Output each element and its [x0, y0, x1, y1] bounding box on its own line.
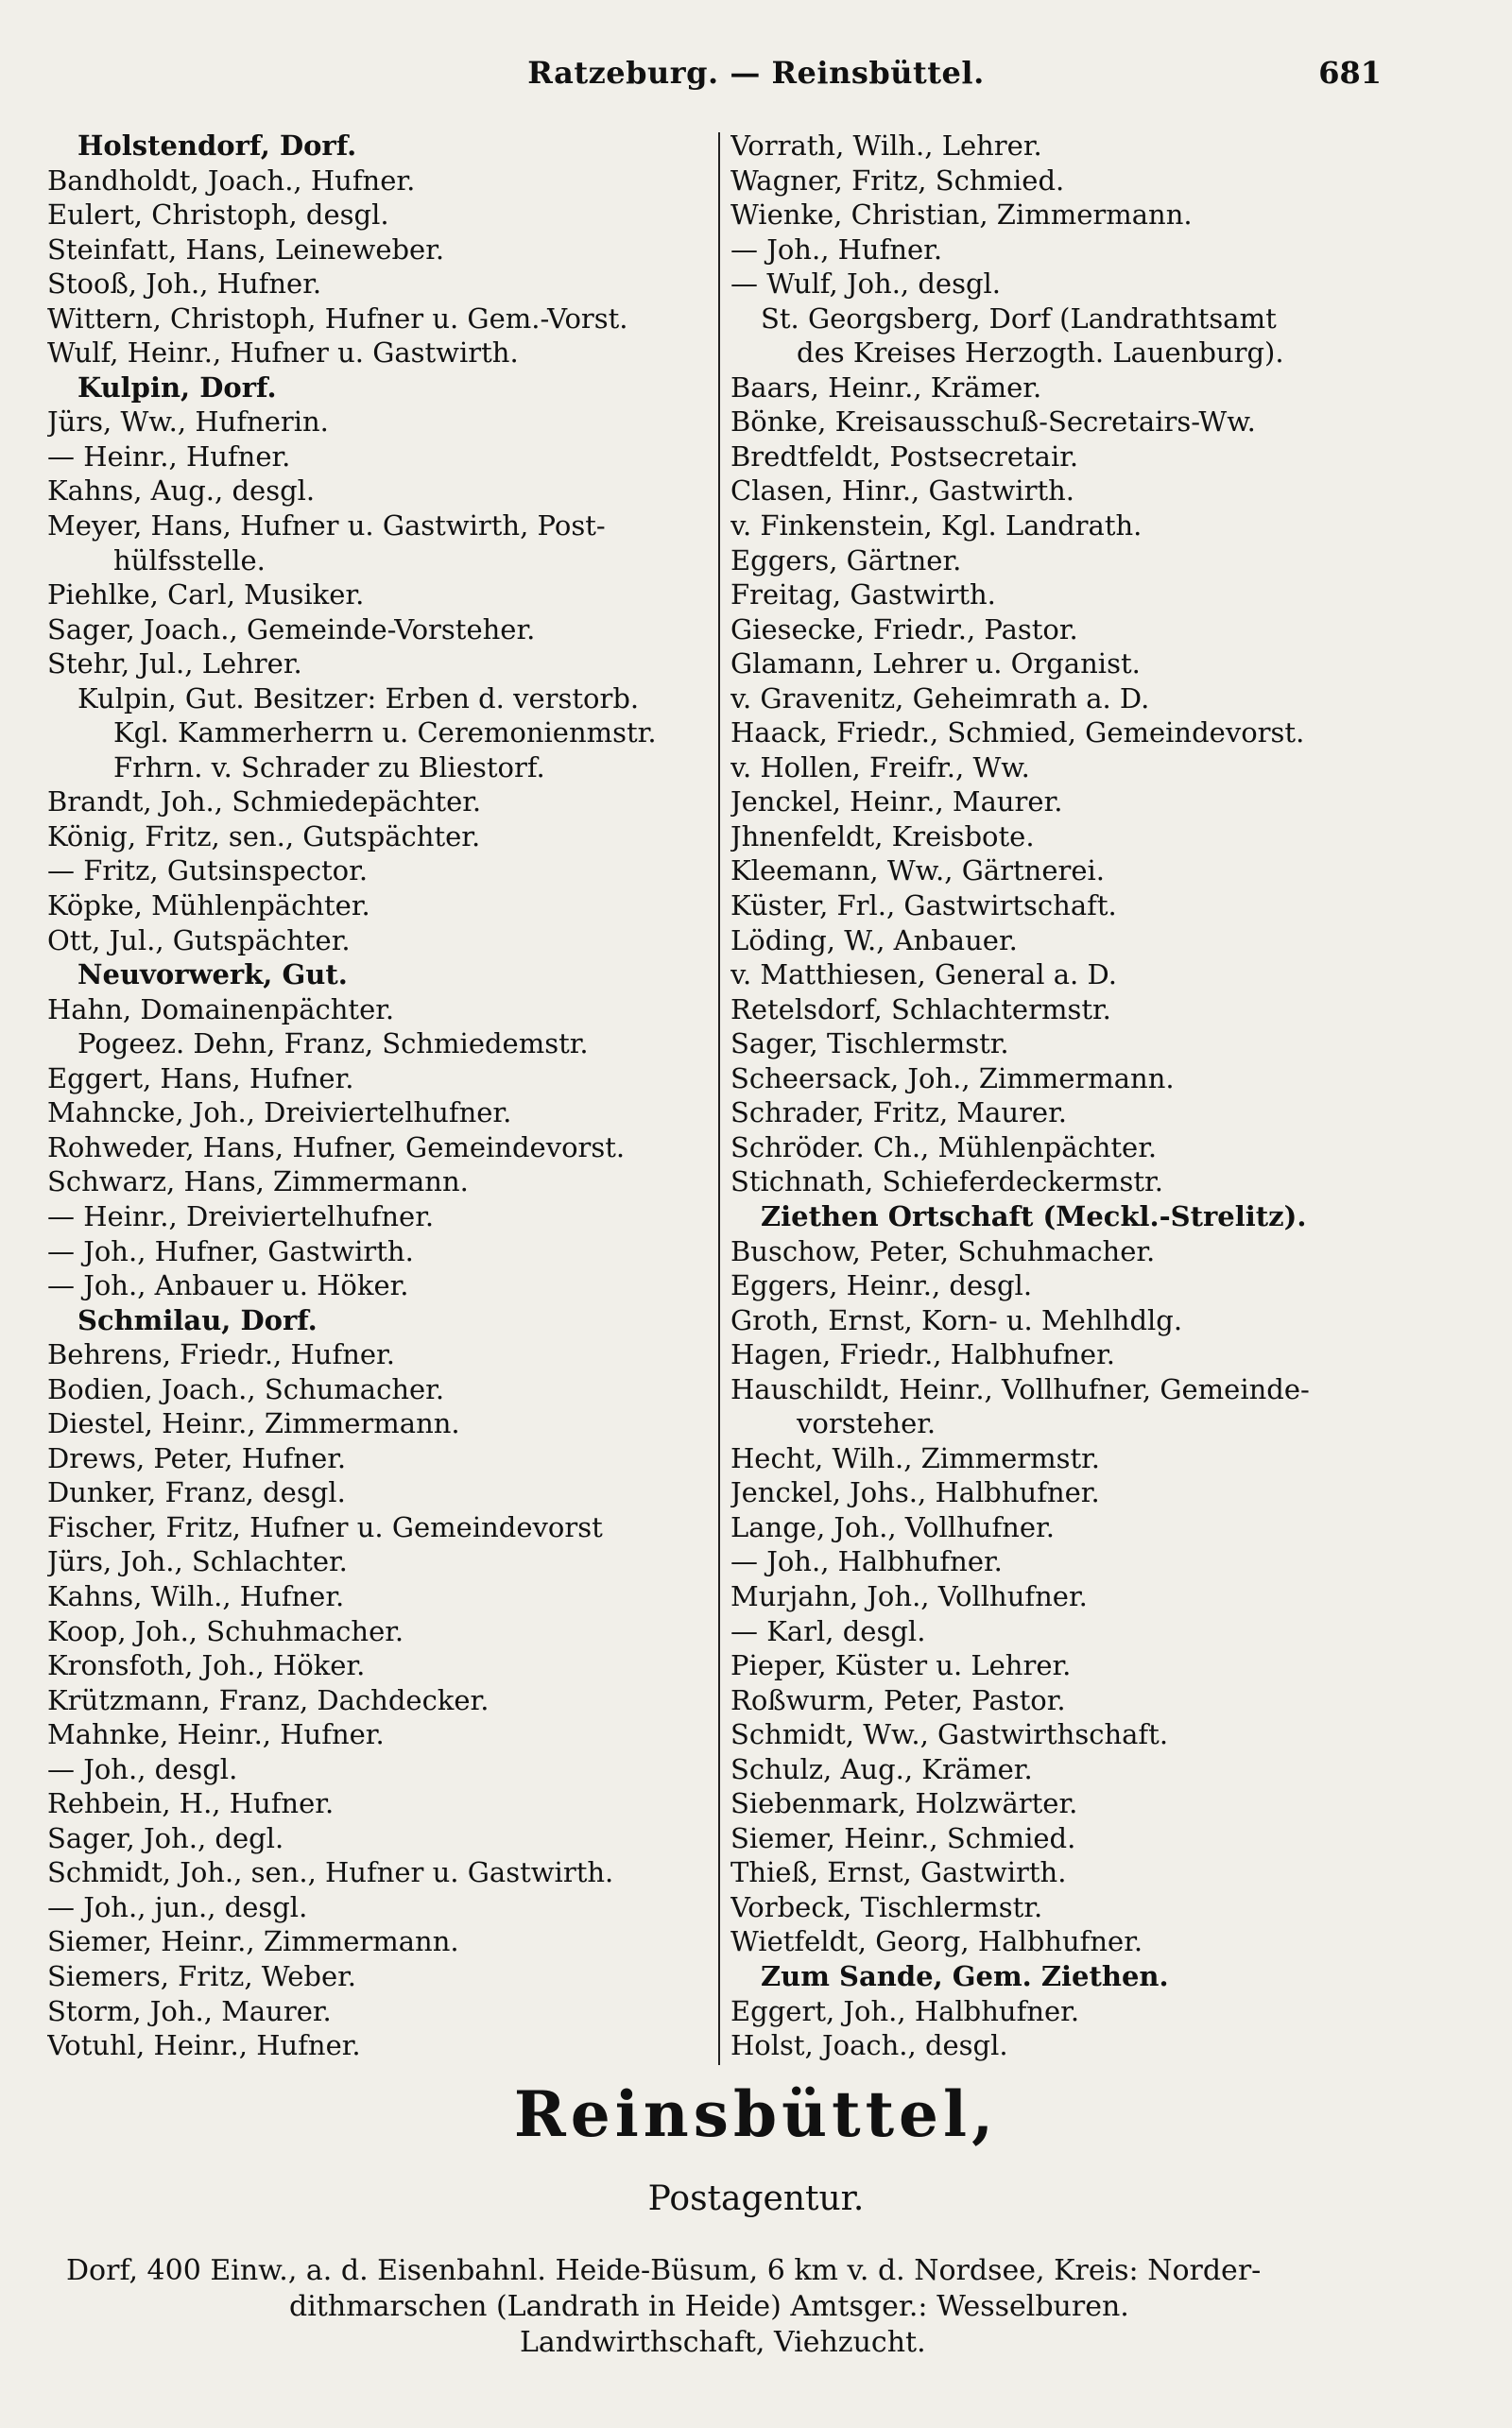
- directory-entry: Pieper, Küster u. Lehrer.: [730, 1649, 1072, 1682]
- directory-entry: Schmidt, Ww., Gastwirthschaft.: [730, 1718, 1169, 1751]
- directory-entry: Sager, Joach., Gemeinde-Vorsteher.: [47, 612, 536, 646]
- directory-entry: Haack, Friedr., Schmied, Gemeindevorst.: [730, 716, 1305, 749]
- directory-entry: Siemers, Fritz, Weber.: [47, 1959, 357, 1992]
- directory-entry: Jürs, Joh., Schlachter.: [47, 1545, 348, 1578]
- directory-entry: Diestel, Heinr., Zimmermann.: [47, 1407, 460, 1440]
- directory-entry: Schröder. Ch., Mühlenpächter.: [730, 1130, 1158, 1163]
- directory-entry: Kronsfoth, Joh., Höker.: [47, 1649, 366, 1682]
- directory-entry: Kleemann, Ww., Gärtnerei.: [730, 854, 1106, 887]
- directory-entry: Schwarz, Hans, Zimmermann.: [47, 1165, 469, 1198]
- directory-entry: Bönke, Kreisausschuß-Secretairs-Ww.: [730, 405, 1256, 439]
- directory-entry: Kulpin, Gut. Besitzer: Erben d. verstorb.: [77, 681, 640, 715]
- place-heading: Zum Sande, Gem. Ziethen.: [761, 1959, 1169, 1992]
- directory-entry: v. Hollen, Freifr., Ww.: [730, 750, 1030, 784]
- directory-entry: Retelsdorf, Schlachtermstr.: [730, 992, 1111, 1025]
- directory-entry: des Kreises Herzogth. Lauenburg).: [797, 336, 1284, 370]
- directory-entry: Schulz, Aug., Krämer.: [730, 1752, 1033, 1785]
- directory-entry: — Karl, desgl.: [730, 1614, 926, 1647]
- directory-entry: Holst, Joach., desgl.: [730, 2029, 1008, 2062]
- directory-entry: Mahnke, Heinr., Hufner.: [47, 1718, 385, 1751]
- section-subtitle: Postagentur.: [647, 2179, 865, 2218]
- directory-entry: Dunker, Franz, desgl.: [47, 1476, 346, 1509]
- directory-entry: Eggers, Gärtner.: [730, 543, 962, 577]
- directory-entry: Löding, W., Anbauer.: [730, 923, 1018, 956]
- directory-entry: Stooß, Joh., Hufner.: [47, 267, 322, 301]
- directory-entry: v. Finkenstein, Kgl. Landrath.: [730, 509, 1143, 542]
- directory-entry: Schrader, Fritz, Maurer.: [730, 1096, 1067, 1129]
- directory-entry: Siemer, Heinr., Zimmermann.: [47, 1925, 459, 1958]
- directory-entry: St. Georgsberg, Dorf (Landrathtsamt: [761, 301, 1277, 335]
- description-line: dithmarschen (Landrath in Heide) Amtsger.: Wesselburen.: [289, 2290, 1129, 2323]
- directory-entry: Lange, Joh., Vollhufner.: [730, 1510, 1055, 1543]
- directory-entry: Sager, Joh., degl.: [47, 1821, 284, 1854]
- directory-entry: Rohweder, Hans, Hufner, Gemeindevorst.: [47, 1130, 626, 1163]
- directory-entry: vorsteher.: [797, 1407, 936, 1440]
- directory-entry: Koop, Joh., Schuhmacher.: [47, 1614, 404, 1647]
- directory-entry: Hagen, Friedr., Halbhufner.: [730, 1338, 1115, 1371]
- place-heading: Schmilau, Dorf.: [77, 1303, 318, 1336]
- directory-entry: Jenckel, Heinr., Maurer.: [730, 785, 1063, 818]
- directory-entry: Wietfeldt, Georg, Halbhufner.: [730, 1925, 1143, 1958]
- directory-entry: Votuhl, Heinr., Hufner.: [47, 2029, 361, 2062]
- description-line: Dorf, 400 Einw., a. d. Eisenbahnl. Heide-Büsum, 6 km v. d. Nordsee, Kreis: Norder-: [66, 2254, 1262, 2287]
- directory-entry: Meyer, Hans, Hufner u. Gastwirth, Post-: [47, 509, 606, 542]
- directory-entry: Vorrath, Wilh., Lehrer.: [730, 129, 1042, 162]
- section-title: Reinsbüttel,: [513, 2077, 999, 2151]
- directory-entry: Kahns, Wilh., Hufner.: [47, 1579, 345, 1612]
- directory-entry: Jenckel, Johs., Halbhufner.: [730, 1476, 1100, 1509]
- directory-entry: Kahns, Aug., desgl.: [47, 474, 316, 508]
- directory-entry: Eulert, Christoph, desgl.: [47, 198, 389, 232]
- page-number: 681: [1318, 55, 1382, 91]
- directory-entry: Roßwurm, Peter, Pastor.: [730, 1683, 1066, 1716]
- directory-entry: Wagner, Fritz, Schmied.: [730, 164, 1065, 197]
- directory-entry: Steinfatt, Hans, Leineweber.: [47, 232, 445, 266]
- directory-entry: Stehr, Jul., Lehrer.: [47, 647, 302, 680]
- directory-entry: — Joh., Halbhufner.: [730, 1545, 1003, 1578]
- directory-entry: Wienke, Christian, Zimmermann.: [730, 198, 1193, 232]
- directory-entry: Eggers, Heinr., desgl.: [730, 1269, 1033, 1302]
- directory-entry: Küster, Frl., Gastwirtschaft.: [730, 889, 1117, 922]
- directory-entry: Mahncke, Joh., Dreiviertelhufner.: [47, 1096, 512, 1129]
- directory-entry: Ott, Jul., Gutspächter.: [47, 923, 351, 956]
- directory-entry: Kgl. Kammerherrn u. Ceremonienmstr.: [113, 716, 657, 749]
- directory-entry: Behrens, Friedr., Hufner.: [47, 1338, 395, 1371]
- directory-entry: Jürs, Ww., Hufnerin.: [47, 405, 329, 439]
- section-description: [66, 2253, 1418, 2361]
- directory-entry: Wittern, Christoph, Hufner u. Gem.-Vorst.: [47, 301, 628, 335]
- directory-entry: Pogeez. Dehn, Franz, Schmiedemstr.: [77, 1027, 589, 1060]
- running-head: Ratzeburg. — Reinsbüttel.: [527, 55, 985, 91]
- directory-entry: — Wulf, Joh., desgl.: [730, 267, 1002, 301]
- place-heading: Holstendorf, Dorf.: [77, 129, 357, 162]
- directory-entry: Brandt, Joh., Schmiedepächter.: [47, 785, 482, 818]
- directory-entry: Hauschildt, Heinr., Vollhufner, Gemeinde-: [730, 1372, 1310, 1405]
- directory-entry: Wulf, Heinr., Hufner u. Gastwirth.: [47, 336, 519, 370]
- directory-entry: Baars, Heinr., Krämer.: [730, 370, 1042, 404]
- directory-entry: Rehbein, H., Hufner.: [47, 1787, 335, 1820]
- place-heading: Kulpin, Dorf.: [77, 370, 277, 404]
- place-heading: Ziethen Ortschaft (Meckl.-Strelitz).: [761, 1199, 1307, 1232]
- directory-entry: Freitag, Gastwirth.: [730, 578, 996, 611]
- directory-entry: Murjahn, Joh., Vollhufner.: [730, 1579, 1088, 1612]
- column-divider: [718, 132, 720, 2065]
- directory-entry: Stichnath, Schieferdeckermstr.: [730, 1165, 1163, 1198]
- directory-entry: Bandholdt, Joach., Hufner.: [47, 164, 416, 197]
- directory-entry: Siemer, Heinr., Schmied.: [730, 1821, 1076, 1854]
- left-column: [47, 129, 728, 2063]
- directory-entry: Scheersack, Joh., Zimmermann.: [730, 1061, 1175, 1094]
- directory-entry: Thieß, Ernst, Gastwirth.: [730, 1856, 1067, 1889]
- directory-entry: König, Fritz, sen., Gutspächter.: [47, 819, 481, 852]
- directory-entry: v. Gravenitz, Geheimrath a. D.: [730, 681, 1150, 715]
- directory-entry: Fischer, Fritz, Hufner u. Gemeindevorst: [47, 1510, 603, 1543]
- directory-entry: — Heinr., Hufner.: [47, 439, 291, 473]
- description-line: Landwirthschaft, Viehzucht.: [520, 2326, 926, 2359]
- directory-entry: — Fritz, Gutsinspector.: [47, 854, 369, 887]
- directory-entry: Bredtfeldt, Postsecretair.: [730, 439, 1079, 473]
- directory-entry: — Heinr., Dreiviertelhufner.: [47, 1199, 435, 1232]
- directory-entry: Glamann, Lehrer u. Organist.: [730, 647, 1141, 680]
- directory-entry: Sager, Tischlermstr.: [730, 1027, 1009, 1060]
- directory-entry: — Joh., desgl.: [47, 1752, 238, 1785]
- directory-entry: Giesecke, Friedr., Pastor.: [730, 612, 1078, 646]
- right-column: [730, 129, 1411, 2063]
- directory-entry: — Joh., Hufner.: [730, 232, 943, 266]
- directory-entry: Drews, Peter, Hufner.: [47, 1441, 347, 1474]
- directory-entry: Frhrn. v. Schrader zu Bliestorf.: [113, 750, 545, 784]
- directory-entry: — Joh., jun., desgl.: [47, 1890, 308, 1923]
- directory-entry: Piehlke, Carl, Musiker.: [47, 578, 365, 611]
- directory-entry: Buschow, Peter, Schuhmacher.: [730, 1234, 1156, 1267]
- directory-entry: Schmidt, Joh., sen., Hufner u. Gastwirth.: [47, 1856, 614, 1889]
- directory-entry: Hecht, Wilh., Zimmermstr.: [730, 1441, 1101, 1474]
- directory-entry: Köpke, Mühlenpächter.: [47, 889, 370, 922]
- directory-entry: Groth, Ernst, Korn- u. Mehlhdlg.: [730, 1303, 1183, 1336]
- directory-entry: Clasen, Hinr., Gastwirth.: [730, 474, 1074, 508]
- directory-entry: Hahn, Domainenpächter.: [47, 992, 395, 1025]
- directory-entry: Krützmann, Franz, Dachdecker.: [47, 1683, 490, 1716]
- directory-entry: Eggert, Joh., Halbhufner.: [730, 1994, 1080, 2027]
- place-heading: Neuvorwerk, Gut.: [77, 958, 348, 991]
- directory-entry: v. Matthiesen, General a. D.: [730, 958, 1117, 991]
- directory-entry: Siebenmark, Holzwärter.: [730, 1787, 1078, 1820]
- directory-entry: hülfsstelle.: [113, 543, 266, 577]
- directory-entry: — Joh., Anbauer u. Höker.: [47, 1269, 409, 1302]
- directory-entry: Storm, Joh., Maurer.: [47, 1994, 332, 2027]
- directory-entry: — Joh., Hufner, Gastwirth.: [47, 1234, 414, 1267]
- directory-entry: Bodien, Joach., Schumacher.: [47, 1372, 445, 1405]
- directory-entry: Eggert, Hans, Hufner.: [47, 1061, 354, 1094]
- directory-entry: Vorbeck, Tischlermstr.: [730, 1890, 1043, 1923]
- directory-entry: Jhnenfeldt, Kreisbote.: [730, 819, 1035, 852]
